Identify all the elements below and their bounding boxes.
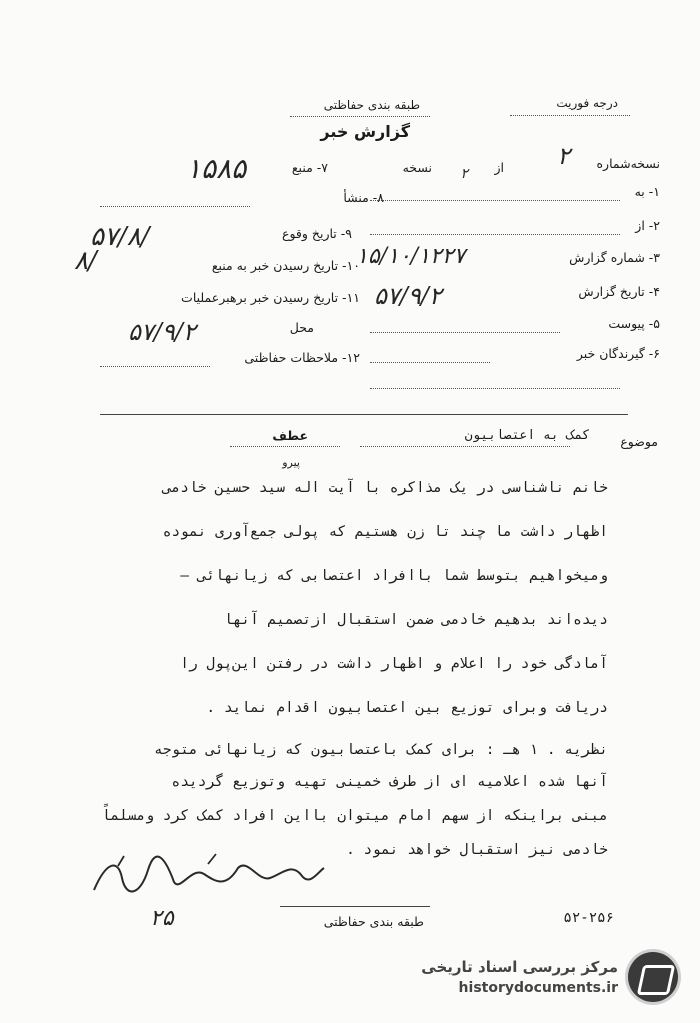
origin-dotted-line (100, 206, 250, 207)
event-date-label: ۹- تاریخ وقوع (282, 226, 352, 241)
report-title: گزارش خبر (320, 122, 410, 141)
subject-text: کمک به اعتصابیون (464, 428, 590, 443)
handwritten-signature (88, 852, 328, 898)
copy-count-label: نسخه (402, 160, 432, 175)
document-number: ۵۲-۲۵۶ (563, 910, 614, 926)
copy-from-label: از (494, 160, 504, 175)
header-separator (100, 414, 628, 415)
watermark (408, 948, 678, 1006)
copy-count-value: ۲ (460, 166, 468, 182)
ref-label: عطف (272, 428, 308, 443)
remarks-dotted-line (100, 366, 210, 367)
copy-number-label: نسخه‌شماره (596, 156, 660, 171)
received-source-label: ۱۰- تاریخ رسیدن خبر به منبع (211, 258, 360, 273)
body-line: خادمی نیز استقبال خواهد نمود . (346, 842, 608, 858)
copy-number-value: ۲ (557, 142, 570, 170)
source-value: ۱۵۸۵ (186, 152, 247, 185)
classification-label: طبقه بندی حفاظتی (323, 98, 420, 112)
received-ops-value: ۵۷/۹/۲ (128, 318, 196, 346)
footer-classification: طبقه بندی حفاظتی (323, 914, 424, 929)
recipients-dotted-line-1 (370, 362, 490, 363)
from-label: ۲- از (635, 218, 660, 233)
body-line: آنها شده اعلامیه ای از طرف خمینی تهیه وتوزیع گردیده (171, 774, 608, 790)
attachment-dotted-line (370, 332, 560, 333)
from-dotted-line (370, 234, 620, 235)
classification-dotted-line (290, 116, 430, 117)
page-mark: ۲۵ (150, 906, 174, 931)
report-date-value: ۵۷/۹/۲ (374, 282, 442, 310)
body-line: نظریه . ۱ هـ : برای کمک باعتصابیون که زیانهائی متوجه (154, 742, 608, 758)
event-date-value: ۵۷/۸/ (90, 222, 150, 252)
ref-dotted-line (230, 446, 340, 447)
subject-label: موضوع (620, 434, 658, 449)
body-line: ومیخواهیم بتوسط شما باافراد اعتصابی که زیانهائی — (180, 568, 608, 584)
source-label: ۷- منبع (291, 160, 328, 175)
report-number-value: ۱۵/۱۰/۱۲۲۷ (356, 244, 466, 269)
urgency-label: درجه فوریت (556, 96, 618, 110)
report-date-label: ۴- تاریخ گزارش (578, 284, 660, 299)
watermark-title: مرکز بررسی اسناد تاریخی (421, 958, 618, 976)
watermark-site: historydocuments.ir (458, 980, 618, 996)
received-ops-label: ۱۱- تاریخ رسیدن خبر برهبرعملیات (181, 290, 360, 305)
place-label: محل (289, 320, 314, 335)
body-line: آمادگی خود را اعلام و اظهار داشت در رفتن این‌پول را (180, 656, 608, 672)
to-dotted-line (370, 200, 620, 201)
origin-label: ۸- منشأ (343, 190, 384, 205)
body-line: دریافت وبرای توزیع بین اعتصابیون اقدام نماید . (206, 700, 608, 716)
report-number-label: ۳- شماره گزارش (569, 250, 660, 265)
attachment-label: ۵- پیوست (608, 316, 660, 331)
urgency-dotted-line (510, 115, 630, 116)
body-line: دیده‌اند بدهیم خادمی ضمن استقبال ازتصمیم آنها (223, 612, 608, 628)
recipients-label: ۶- گیرندگان خبر (576, 346, 660, 361)
archive-logo-icon (628, 952, 678, 1002)
follow-label: پیرو (282, 456, 300, 469)
body-line: اظهار داشت ما چند تا زن هستیم که پولی جمع‌آوری نموده (162, 524, 608, 540)
footer-line (280, 906, 430, 907)
subject-dotted-line (360, 446, 570, 447)
remarks-label: ۱۲- ملاحظات حفاظتی (244, 350, 360, 365)
received-source-value: ۸/ (74, 246, 97, 276)
to-label: ۱- به (634, 184, 660, 199)
body-line: مبنی براینکه از سهم امام میتوان بااین افراد کمک کرد ومسلماً (101, 808, 608, 824)
body-line: خانم ناشناسی در یک مذاکره با آیت اله سید حسین خادمی (162, 480, 608, 496)
recipients-dotted-line-2 (370, 388, 620, 389)
